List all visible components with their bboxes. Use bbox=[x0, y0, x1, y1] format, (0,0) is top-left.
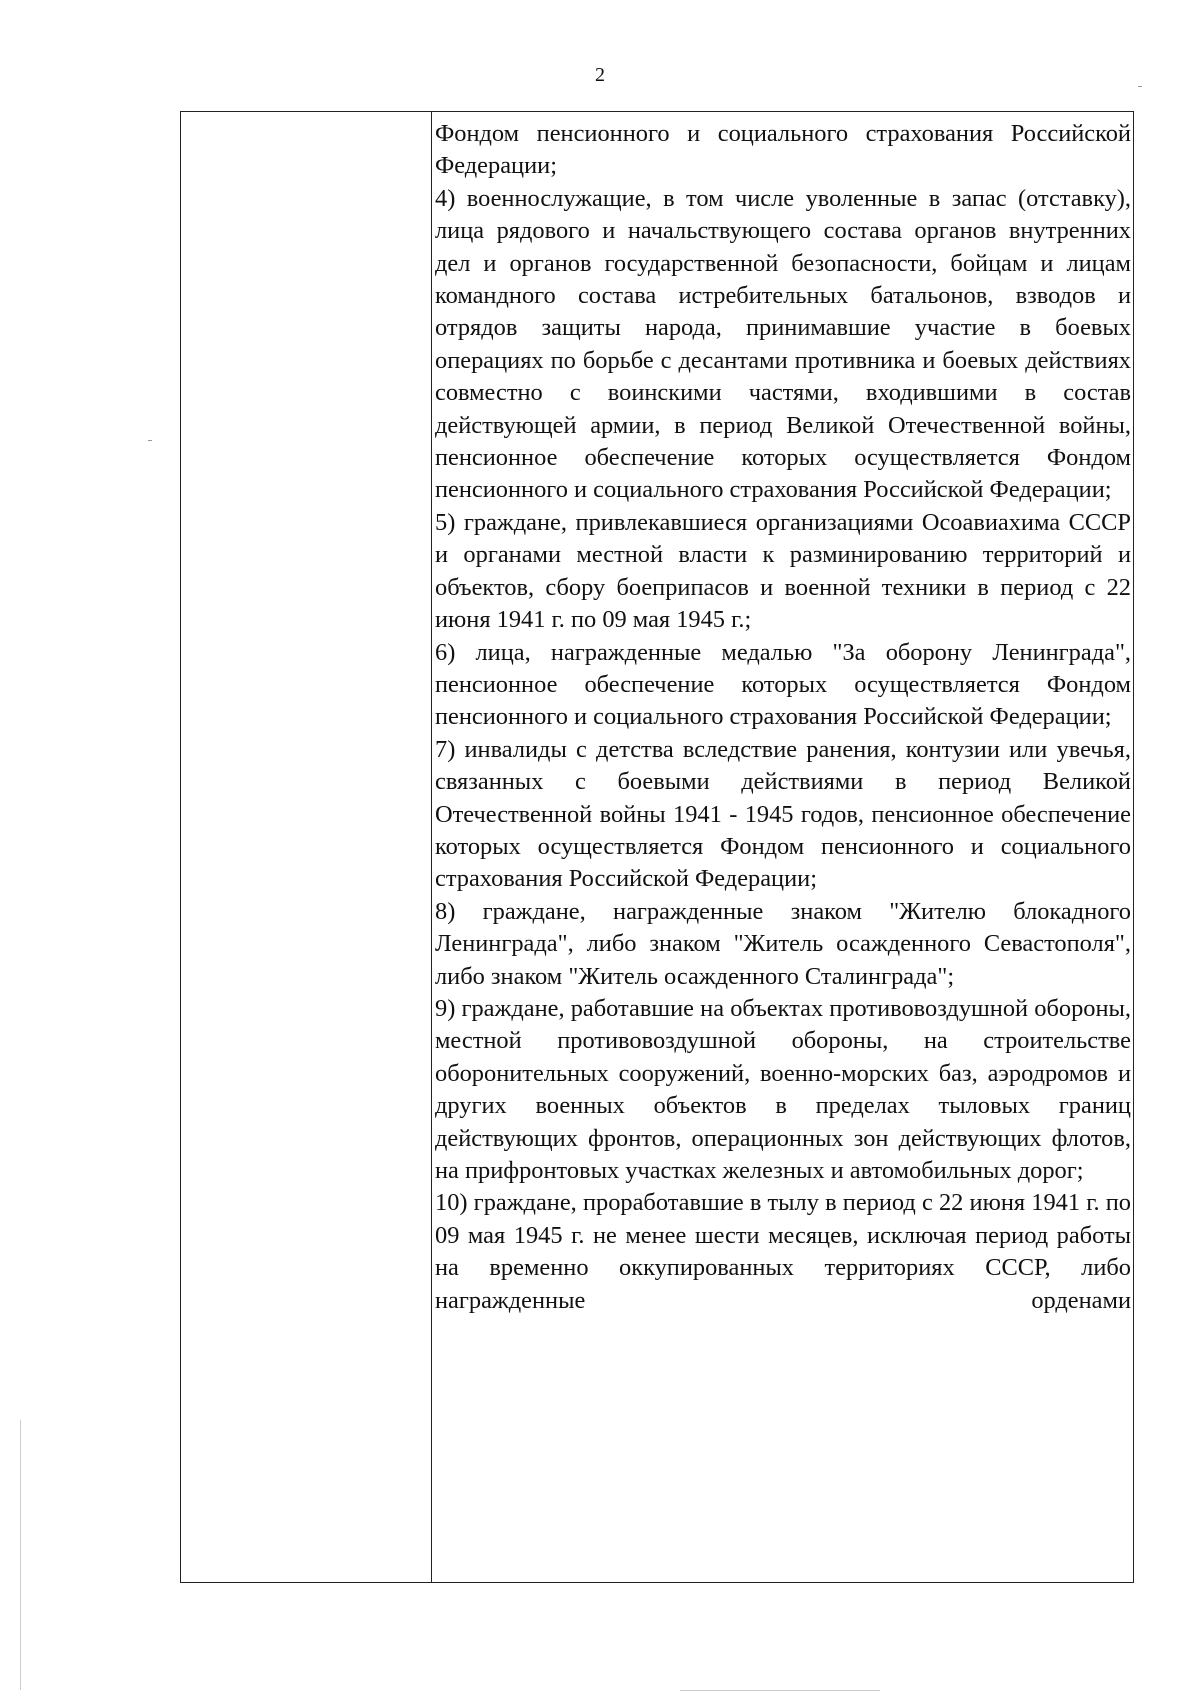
list-item-7: 7) инвалиды с детства вследствие ранения, контузии или увечья, связанных с боевыми действиями в период Великой Отечественной войны 1941 - 1945 годов, пенсионное обеспечение которых осуществляется Фондом пенсионного и социального страхования Российской Федерации; bbox=[435, 735, 1131, 893]
paragraph-continuation: Фондом пенсионного и социального страхования Российской Федерации; bbox=[435, 120, 1131, 180]
scan-mark-left bbox=[148, 440, 152, 441]
list-item-8: 8) граждане, награжденные знаком "Жителю блокадного Ленинграда", либо знаком "Житель осажденного Севастополя", либо знаком "Житель осажденного Сталинграда"; bbox=[435, 897, 1131, 990]
list-item-9: 9) граждане, работавшие на объектах противовоздушной обороны, местной противовоздушной обороны, на строительстве оборонительных сооружений, военно-морских баз, аэродромов и других военных объектов в пределах тыловых границ действующих фронтов, операционных зон действующих флотов, на прифронтовых участках железных и автомобильных дорог; bbox=[435, 994, 1131, 1184]
list-item-5: 5) граждане, привлекавшиеся организациями Осоавиахима СССР и органами местной власти к разминированию территорий и объектов, сбору боеприпасов и военной техники в период с 22 июня 1941 г. по 09 мая 1945 г.; bbox=[435, 508, 1131, 634]
page-number: 2 bbox=[595, 64, 605, 86]
document-table bbox=[180, 111, 1134, 1583]
list-item-4: 4) военнослужащие, в том числе уволенные в запас (отставку), лица рядового и начальствующего состава органов внутренних дел и органов государственной безопасности, бойцам и лицам командного состава истребительных батальонов, взводов и отрядов защиты народа, принимавшие участие в боевых операциях по борьбе с десантами противника и боевых действиях совместно с воинскими частями, входившими в состав действующей армии, в период Великой Отечественной войны, пенсионное обеспечение которых осуществляется Фондом пенсионного и социального страхования Российской Федерации; bbox=[435, 184, 1131, 504]
scan-mark-bottom bbox=[680, 1690, 880, 1691]
scan-edge-left bbox=[20, 1420, 21, 1690]
table-left-cell bbox=[181, 112, 432, 1582]
scan-mark-right-top bbox=[1138, 86, 1142, 87]
list-item-6: 6) лица, награжденные медалью "За оборону Ленинграда", пенсионное обеспечение которых осуществляется Фондом пенсионного и социального страхования Российской Федерации; bbox=[435, 638, 1131, 731]
list-item-10: 10) граждане, проработавшие в тылу в период с 22 июня 1941 г. по 09 мая 1945 г. не менее шести месяцев, исключая период работы на временно оккупированных территориях СССР, либо награжденные орденами bbox=[435, 1189, 1131, 1314]
table-right-cell bbox=[433, 112, 1133, 1582]
